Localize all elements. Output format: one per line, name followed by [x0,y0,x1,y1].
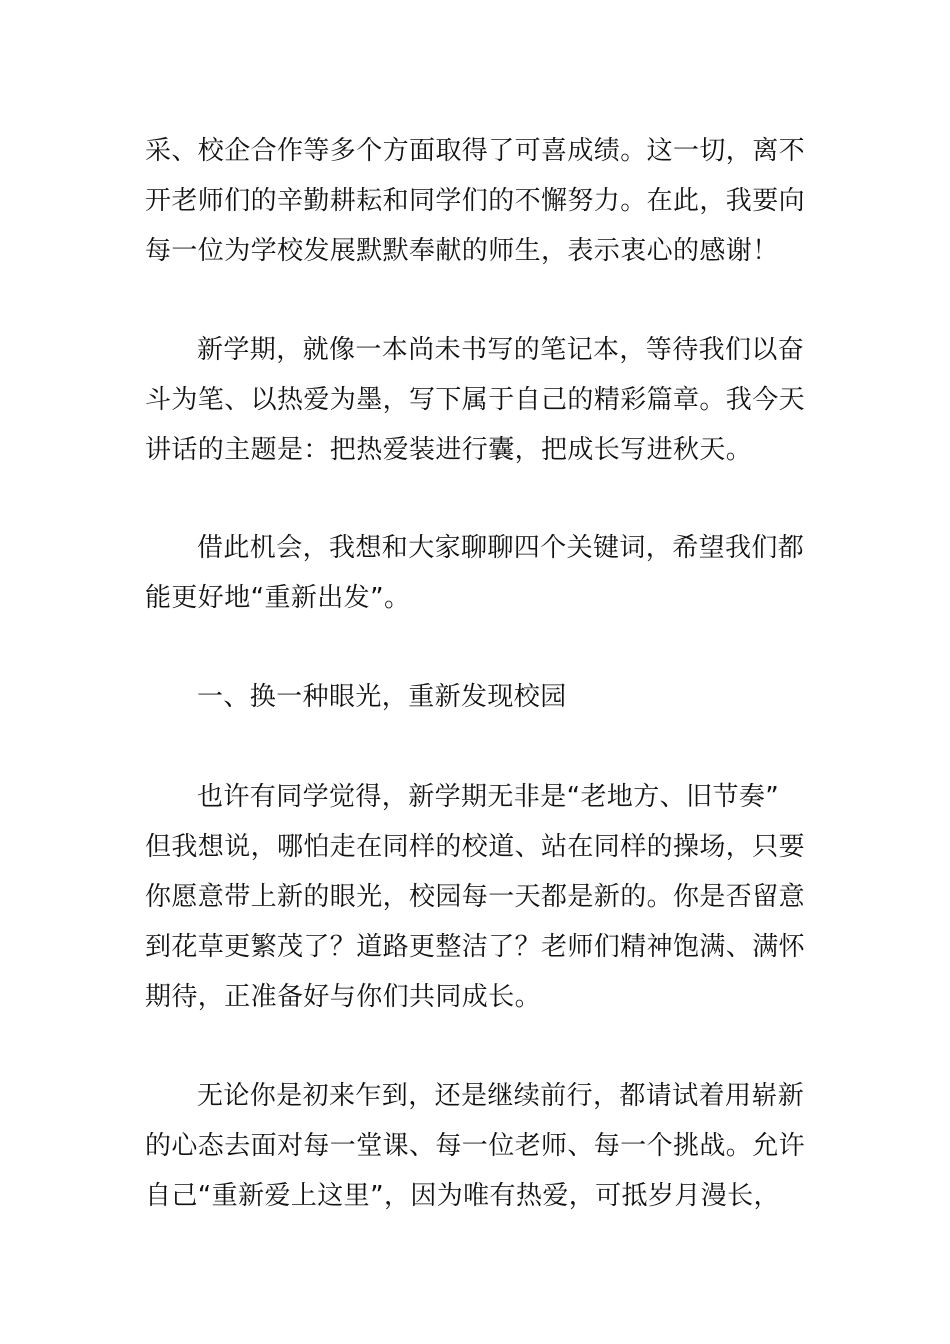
paragraph-line: 讲话的主题是：把热爱装进行囊，把成长写进秋天。 [145,435,753,465]
paragraph-line: 斗为笔、以热爱为墨，写下属于自己的精彩篇章。我今天 [145,385,806,415]
paragraph-line: 每一位为学校发展默默奉献的师生，表示衷心的感谢！ [145,236,779,266]
paragraph-line: 期待，正准备好与你们共同成长。 [145,982,542,1012]
paragraph-line: 能更好地“重新出发”。 [145,583,411,613]
paragraph-line: 到花草更繁茂了？道路更整洁了？老师们精神饱满、满怀 [145,932,806,962]
paragraph-line: 开老师们的辛勤耕耘和同学们的不懈努力。在此，我要向 [145,186,806,216]
paragraph-line: 借此机会，我想和大家聊聊四个关键词，希望我们都 [197,533,805,563]
paragraph-2 [145,325,810,475]
paragraph-line: 新学期，就像一本尚未书写的笔记本，等待我们以奋 [197,335,805,365]
section-heading [145,672,810,722]
paragraph-1 [145,126,810,276]
paragraph-line: 无论你是初来乍到，还是继续前行，都请试着用崭新 [197,1081,805,1111]
paragraph-3 [145,523,810,623]
paragraph-6 [145,1071,810,1221]
paragraph-line: 自己“重新爱上这里”，因为唯有热爱，可抵岁月漫长， [145,1181,780,1211]
paragraph-line: 采、校企合作等多个方面取得了可喜成绩。这一切，离不 [145,136,806,166]
paragraph-line: 的心态去面对每一堂课、每一位老师、每一个挑战。允许 [145,1131,806,1161]
paragraph-line: 也许有同学觉得，新学期无非是“老地方、旧节奏” [197,782,780,812]
section-heading-text: 一、换一种眼光，重新发现校园 [197,682,567,712]
paragraph-line: 你愿意带上新的眼光，校园每一天都是新的。你是否留意 [145,882,806,912]
paragraph-line: 但我想说，哪怕走在同样的校道、站在同样的操场，只要 [145,832,806,862]
paragraph-5 [145,772,810,1022]
